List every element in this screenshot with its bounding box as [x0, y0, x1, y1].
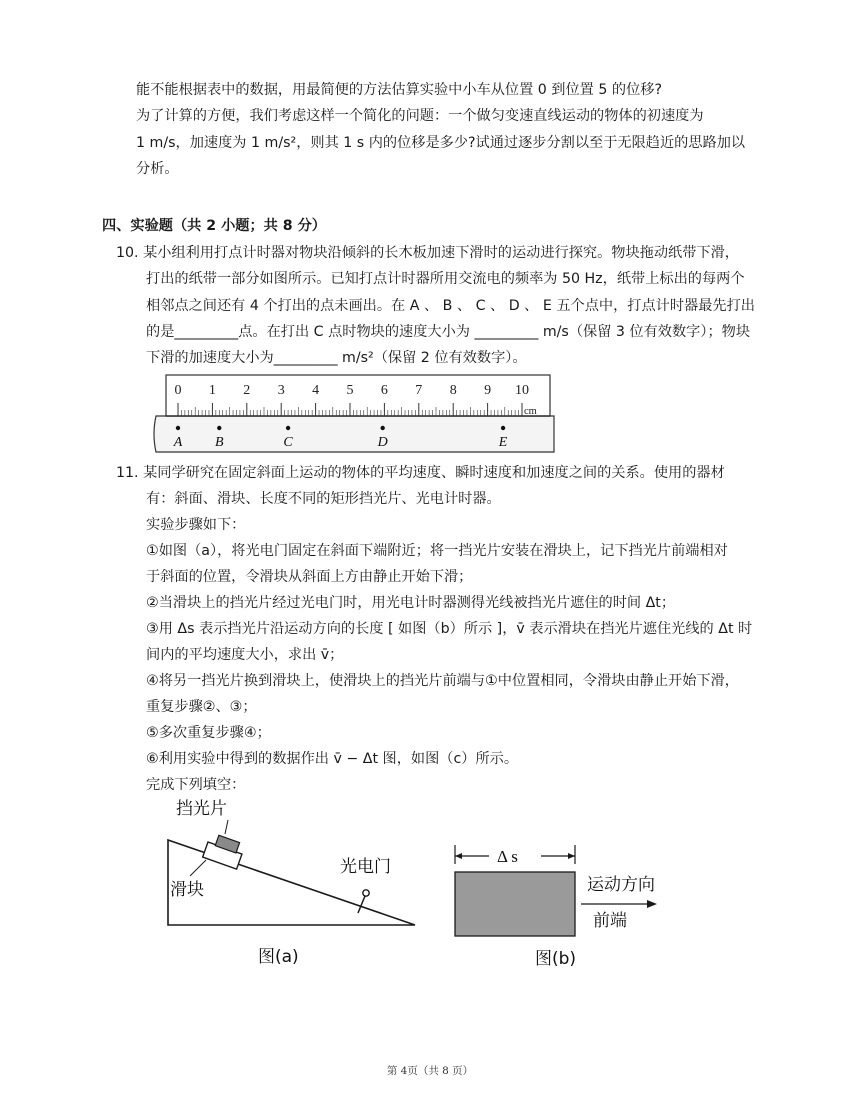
label-shutter: 挡光片 [176, 799, 227, 819]
tape-dot [286, 426, 290, 430]
tape-point-label: E [498, 435, 508, 450]
q11-line-13: 完成下列填空： [146, 777, 246, 793]
ruler-number: 7 [415, 383, 423, 398]
ruler-number: 5 [346, 383, 354, 398]
intro-line-4: 分析。 [136, 161, 179, 177]
q11-line-12: ⑥利用实验中得到的数据作出 v̄ − Δt 图，如图（c）所示。 [146, 751, 519, 767]
q11-line-5: 于斜面的位置，令滑块从斜面上方由静止开始下滑； [146, 569, 473, 585]
ruler-number: 3 [277, 383, 285, 398]
q11-line-9: ④将另一挡光片换到滑块上，使滑块上的挡光片前端与①中位置相同，令滑块由静止开始下滑， [146, 673, 739, 689]
tape-point-label: B [214, 435, 224, 450]
ruler-unit: cm [524, 406, 537, 417]
label-direction: 运动方向 [587, 875, 655, 895]
label-block: 滑块 [170, 880, 204, 900]
ruler-number: 9 [484, 383, 492, 398]
ruler-number: 4 [312, 383, 320, 398]
q11-line-8: 间内的平均速度大小，求出 v̄； [146, 647, 344, 663]
q11-line-6: ②当滑块上的挡光片经过光电门时，用光电计时器测得光线被挡光片遮住的时间 Δt； [146, 595, 676, 611]
tape-dot [176, 426, 180, 430]
tape-dot [217, 426, 221, 430]
q11-line-10: 重复步骤②、③； [146, 699, 257, 715]
ruler-figure [150, 372, 560, 454]
figure-b [445, 830, 715, 975]
tape-point-label: D [377, 435, 388, 450]
ruler-number: 10 [515, 383, 529, 398]
q10-line-2: 打出的纸带一部分如图所示。已知打点计时器所用交流电的频率为 50 Hz，纸带上标出的每两个 [146, 271, 745, 287]
q11-line-7: ③用 Δs 表示挡光片沿运动方向的长度 [ 如图（b）所示 ]，v̄ 表示滑块在挡光片遮住光线的 Δt 时 [146, 621, 753, 637]
caption-a: 图(a) [258, 947, 299, 967]
label-front: 前端 [593, 911, 627, 931]
intro-line-2: 为了计算的方便，我们考虑这样一个简化的问题：一个做匀变速直线运动的物体的初速度为 [136, 108, 704, 124]
q10-line-3: 相邻点之间还有 4 个打出的点未画出。在 A 、 B 、 C 、 D 、 E 五个点中，打点计时器最先打出 [146, 298, 755, 314]
ruler-number: 2 [243, 383, 251, 398]
tape-dot [380, 426, 384, 430]
q11-line-11: ⑤多次重复步骤④； [146, 725, 271, 741]
tape-point-label: C [283, 435, 293, 450]
label-gate: 光电门 [340, 857, 391, 877]
q11-line-1: 11. 某同学研究在固定斜面上运动的物体的平均速度、瞬时速度和加速度之间的关系。使用的器材 [116, 465, 725, 481]
q10-line-1: 10. 某小组利用打点计时器对物块沿倾斜的长木板加速下滑时的运动进行探究。物块拖动纸带下滑， [116, 245, 739, 261]
q11-line-2: 有：斜面、滑块、长度不同的矩形挡光片、光电计时器。 [146, 491, 501, 507]
intro-line-3: 1 m/s，加速度为 1 m/s²，则其 1 s 内的位移是多少?试通过逐步分割以至于无限趋近的思路加以 [136, 135, 746, 151]
q10-line-5: 下滑的加速度大小为_________ m/s²（保留 2 位有效数字）。 [146, 350, 527, 366]
ruler-number: 6 [380, 383, 388, 398]
q11-line-4: ①如图（a），将光电门固定在斜面下端附近；将一挡光片安装在滑块上，记下挡光片前端相对 [146, 543, 728, 559]
caption-b: 图(b) [535, 949, 577, 969]
section-title: 四、实验题（共 2 小题；共 8 分） [102, 218, 326, 234]
shutter-rect [455, 872, 575, 936]
page-footer: 第 4页（共 8 页） [386, 1065, 474, 1077]
ruler-number: 8 [449, 383, 457, 398]
label-ds: Δ s [497, 847, 518, 866]
tape-point-label: A [173, 435, 183, 450]
q11-line-3: 实验步骤如下： [146, 517, 246, 533]
intro-line-1: 能不能根据表中的数据，用最简便的方法估算实验中小车从位置 0 到位置 5 的位移? [136, 82, 662, 98]
ruler-number: 1 [208, 383, 216, 398]
q10-line-4: 的是_________点。在打出 C 点时物块的速度大小为 _________ m/s（保留 3 位有效数字）；物块 [146, 324, 751, 340]
ruler-number: 0 [174, 383, 182, 398]
tape-dot [501, 426, 505, 430]
figure-a [160, 790, 430, 975]
